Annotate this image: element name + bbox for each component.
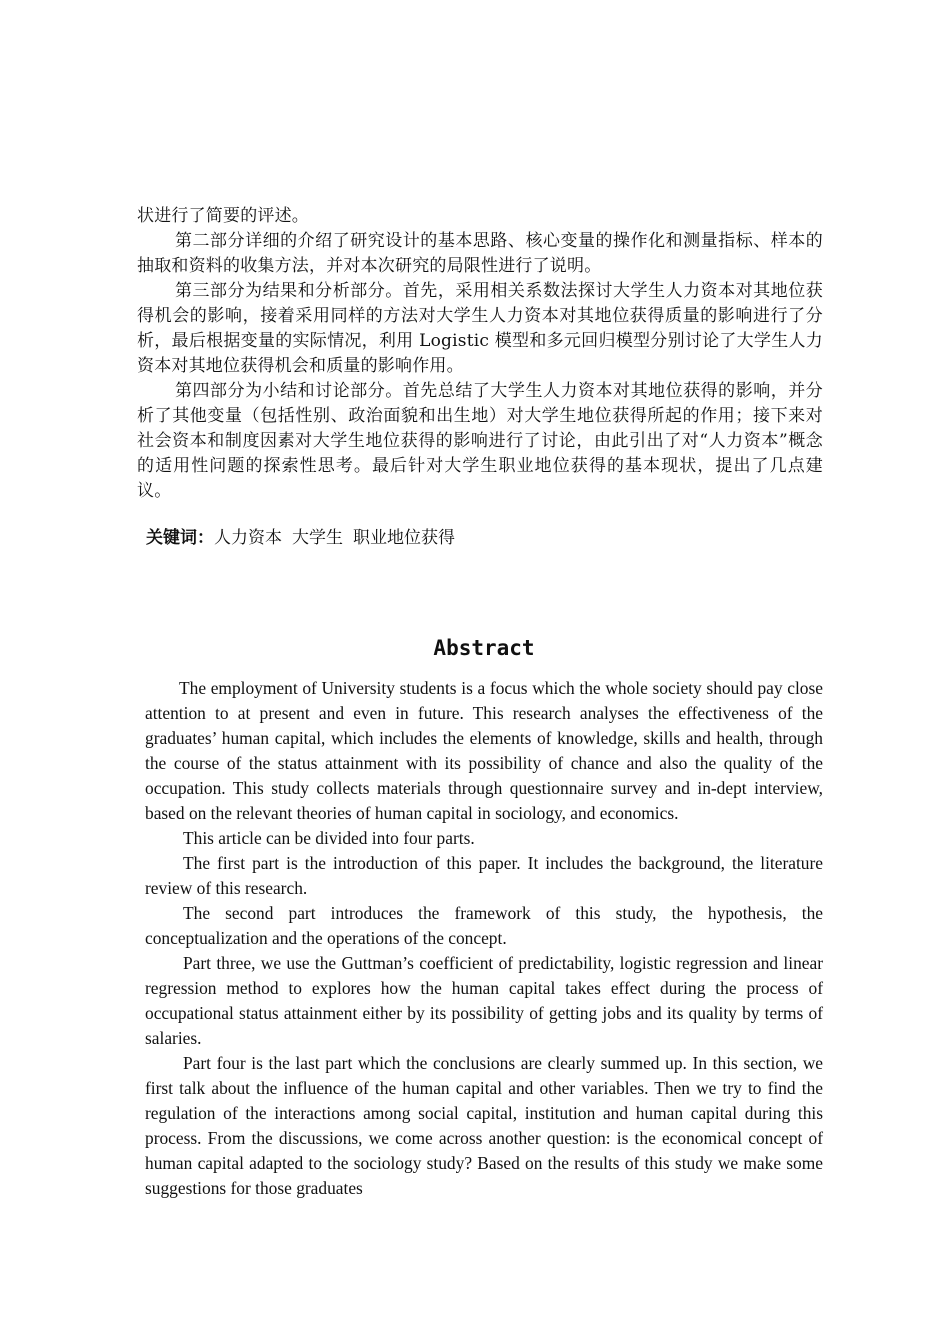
english-paragraph: Part three, we use the Guttman’s coefficient of predictability, logistic regression and linear regression method to explores how the human capital takes effect during the process of occupational status attainment either by its possibility of getting jobs and its quality by terms of salaries. (145, 953, 823, 1048)
keywords-line (146, 526, 465, 551)
english-paragraph: The employment of University students is a focus which the whole society should pay close attention to at present and even in future. This research analyses the effectiveness of the graduates’ human capital, which includes the elements of knowledge, skills and health, through the course of the status attainment with its possibility of chance and also the quality of the occupation. This study collects materials through questionnaire survey and in-dept interview, based on the relevant theories of human capital in sociology, and economics. (145, 678, 823, 823)
chinese-paragraph: 状进行了简要的评述。 (137, 206, 309, 226)
chinese-paragraph: 第三部分为结果和分析部分。首先，采用相关系数法探讨大学生人力资本对其地位获得机会的影响，接着采用同样的方法对大学生人力资本对其地位获得质量的影响进行了分析，最后根据变量的实际情况，利用 Logistic 模型和多元回归模型分别讨论了大学生人力资本对其地位获得机会和质量的影响作用。 (137, 281, 823, 376)
english-paragraph: This article can be divided into four parts. (183, 828, 475, 848)
english-paragraph: Part four is the last part which the conclusions are clearly summed up. In this section, we first talk about the influence of the human capital and other variables. Then we try to find the regulation of the interactions among social capital, institution and human capital during this process. From the discussions, we come across another question: is the economical concept of human capital adapted to the sociology study? Based on the results of this study we make some suggestions for those graduates (145, 1053, 823, 1198)
chinese-paragraph: 第二部分详细的介绍了研究设计的基本思路、核心变量的操作化和测量指标、样本的抽取和资料的收集方法，并对本次研究的局限性进行了说明。 (137, 231, 823, 276)
chinese-abstract-body (137, 204, 823, 504)
keyword: 大学生 (292, 528, 343, 548)
english-paragraph: The second part introduces the framework of this study, the hypothesis, the conceptualization and the operations of the concept. (145, 903, 823, 948)
keywords-label: 关键词： (146, 528, 214, 548)
keyword: 人力资本 (214, 528, 282, 548)
chinese-paragraph: 第四部分为小结和讨论部分。首先总结了大学生人力资本对其地位获得的影响，并分析了其他变量（包括性别、政治面貌和出生地）对大学生地位获得所起的作用；接下来对社会资本和制度因素对大学生地位获得的影响进行了讨论，由此引出了对“人力资本”概念的适用性问题的探索性思考。最后针对大学生职业地位获得的基本现状，提出了几点建议。 (137, 381, 823, 501)
abstract-heading: Abstract (433, 636, 535, 660)
english-paragraph: The first part is the introduction of this paper. It includes the background, the literature review of this research. (145, 853, 823, 898)
english-abstract-body (145, 676, 823, 1201)
keyword: 职业地位获得 (353, 528, 455, 548)
